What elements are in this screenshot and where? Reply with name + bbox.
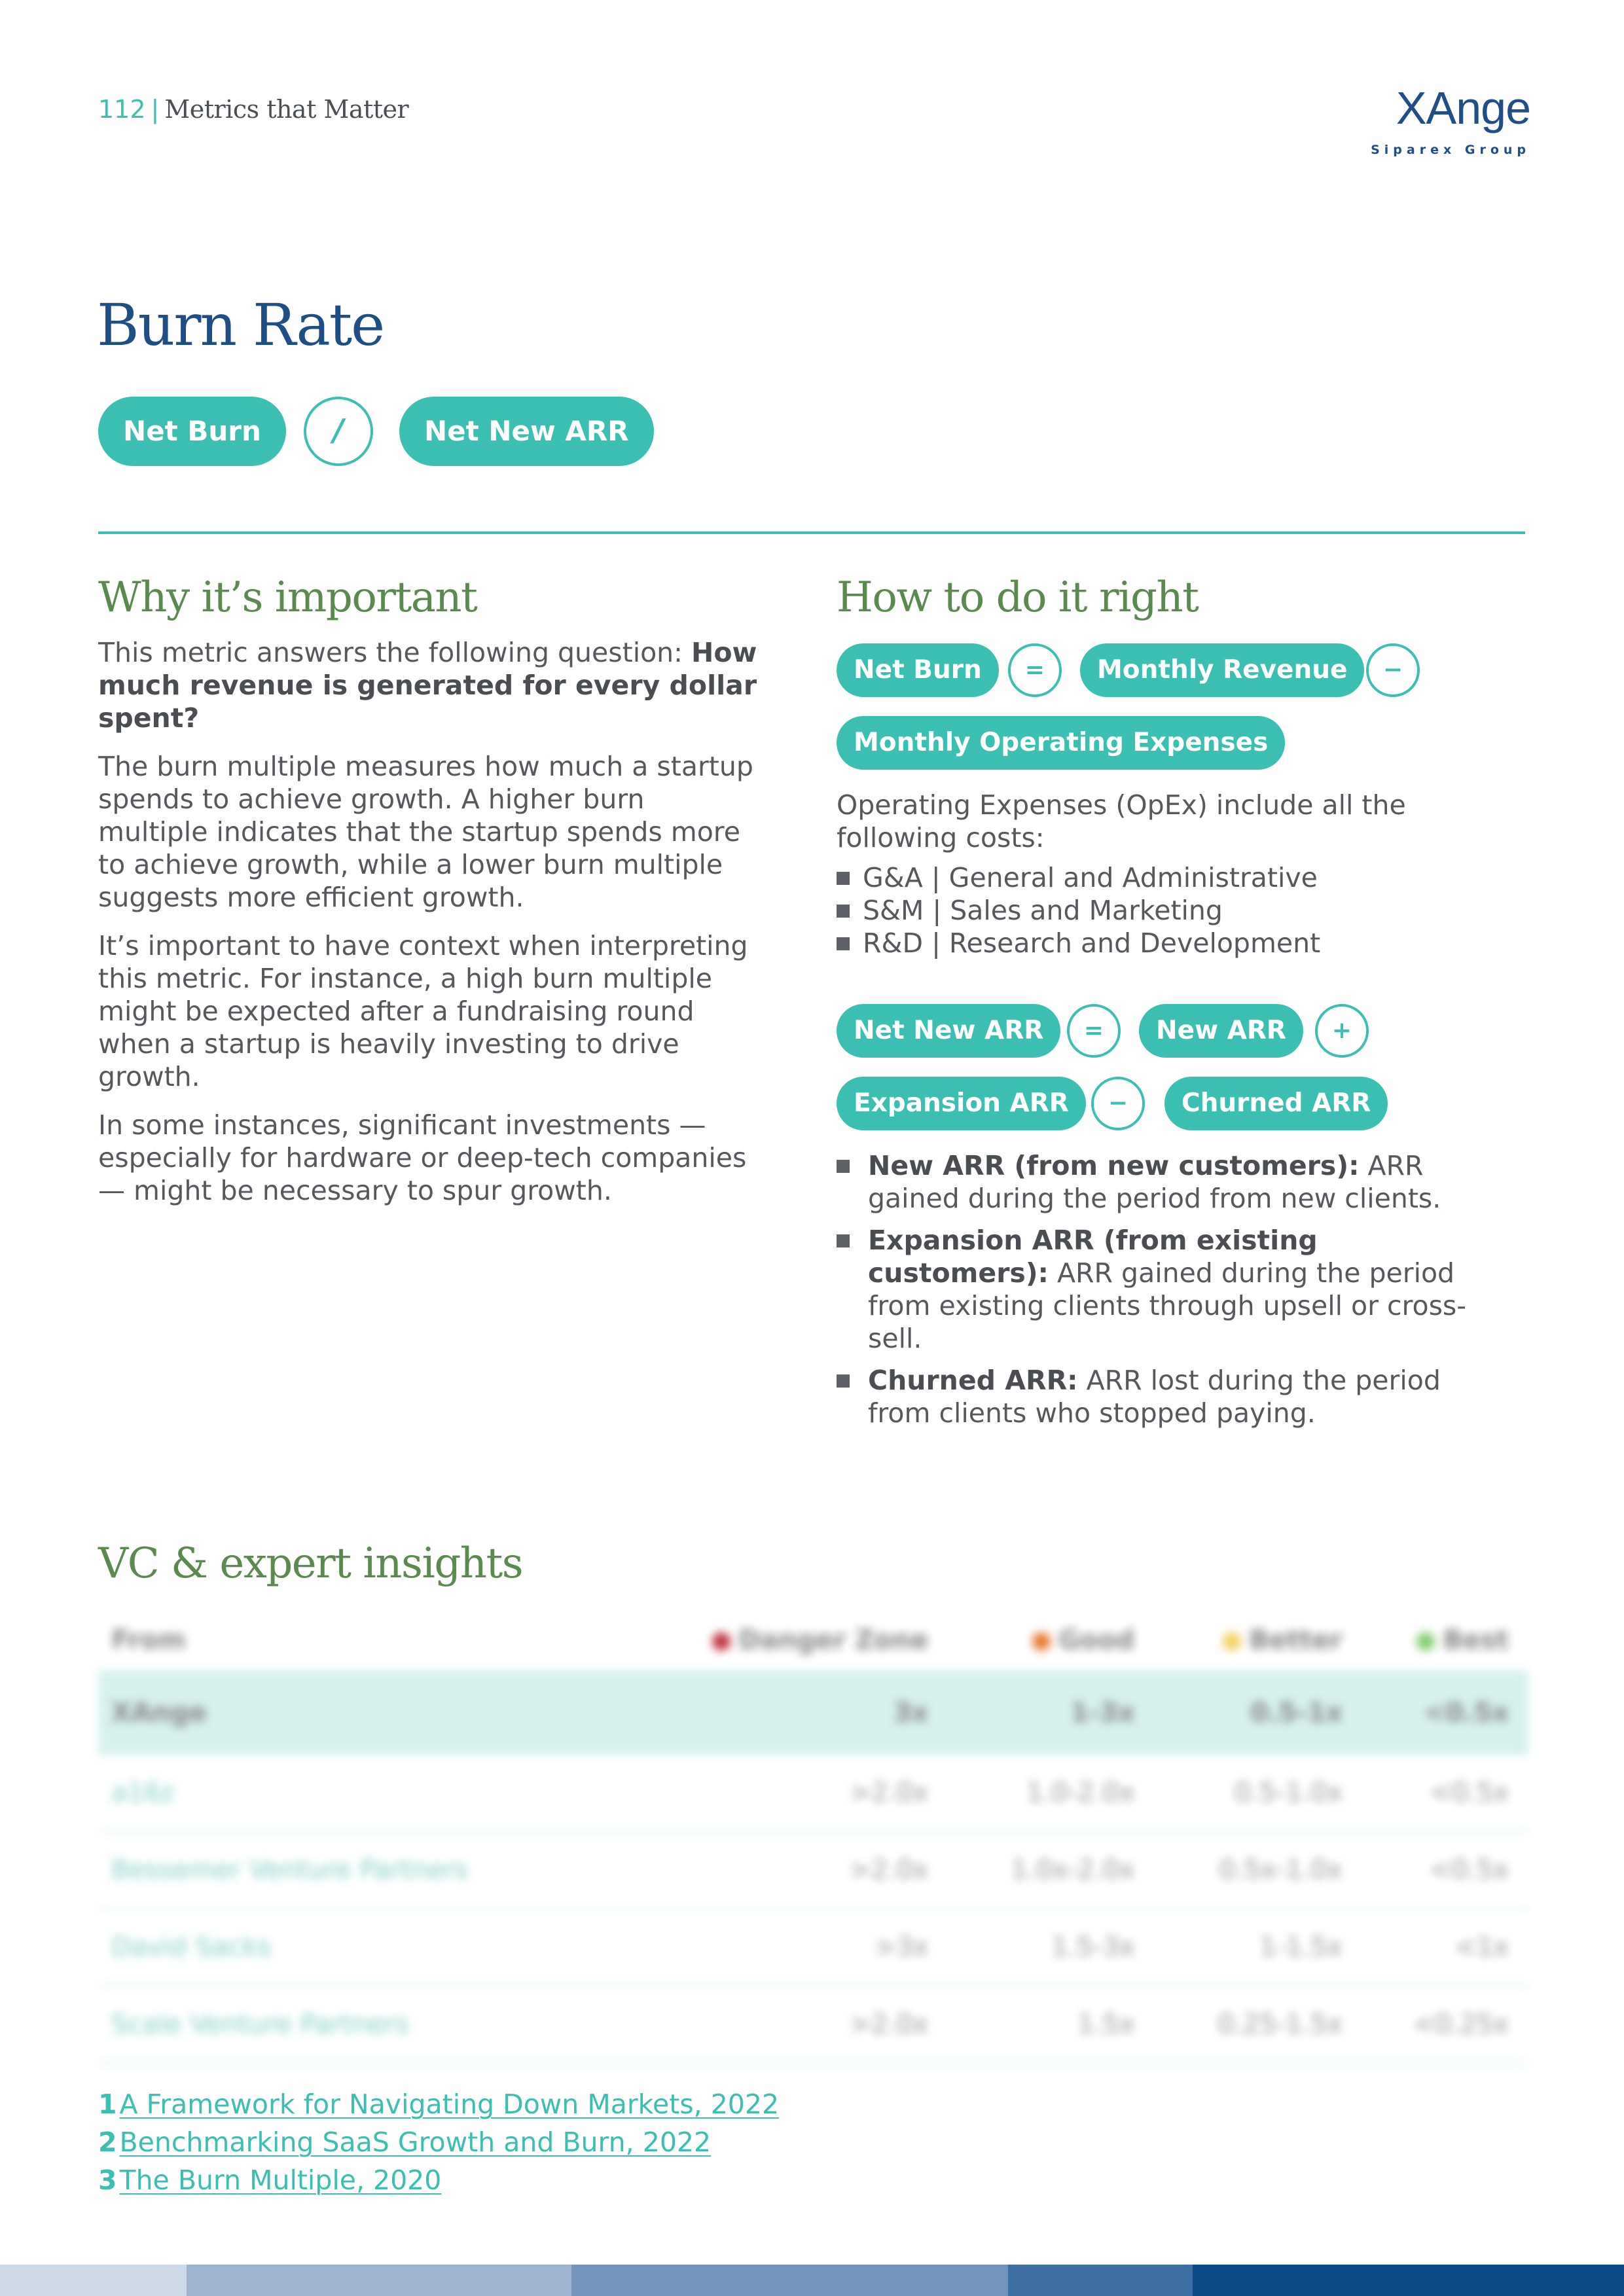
table-row (98, 1986, 1528, 2063)
divide-operator: / (304, 397, 373, 466)
col-label: Better (1249, 1625, 1343, 1655)
monthly-operating-expenses-pill: Monthly Operating Expenses (837, 716, 1285, 770)
why-question: How much revenue is generated for every dollar spent? (98, 637, 757, 734)
equals-operator-2: = (1067, 1004, 1121, 1058)
col-label: Best (1443, 1625, 1509, 1655)
cell-value: <0.25x (1362, 1986, 1528, 2063)
table-row (98, 1755, 1528, 1831)
cell-value: <1x (1362, 1909, 1528, 1986)
footnote-number: 1 (98, 2089, 117, 2120)
new-arr-pill: New ARR (1139, 1004, 1303, 1058)
col-good (948, 1610, 1154, 1670)
insights-heading: VC & expert insights (98, 1539, 523, 1588)
section-divider (98, 531, 1525, 534)
page-number: 112 (98, 95, 146, 124)
page-title: Burn Rate (97, 291, 384, 359)
col-label: Good (1058, 1625, 1135, 1655)
definition-new-arr (837, 1149, 1478, 1215)
table-row (98, 1670, 1528, 1755)
row-firm-link[interactable]: Scale Venture Partners (98, 1986, 609, 2063)
bar-segment (0, 2265, 187, 2296)
cell-value: 1.0x-2.0x (948, 1831, 1154, 1909)
best-dot-icon (1416, 1632, 1435, 1651)
insights-table (98, 1610, 1528, 2064)
cell-value: 0.5-1.0x (1154, 1755, 1362, 1831)
col-better (1154, 1610, 1362, 1670)
cell-value: 1.5-3x (948, 1909, 1154, 1986)
bar-segment (571, 2265, 1008, 2296)
xange-logo (1371, 82, 1530, 157)
arr-definitions (837, 1149, 1478, 1439)
footnote-number: 2 (98, 2126, 117, 2158)
footnote-number: 3 (98, 2164, 117, 2196)
bar-segment (1193, 2265, 1624, 2296)
col-best (1362, 1610, 1528, 1670)
logo-word: XAnge (1396, 82, 1530, 134)
cell-value: <0.5x (1362, 1670, 1528, 1755)
row-firm-link[interactable]: Bessemer Venture Partners (98, 1831, 609, 1909)
row-firm-link[interactable]: David Sacks (98, 1909, 609, 1986)
cell-value: 0.25-1.5x (1154, 1986, 1362, 2063)
cell-value: <0.5x (1362, 1755, 1528, 1831)
why-paragraph-2: The burn multiple measures how much a startup spends to achieve growth. A higher burn multiple indicates that the startup spends more to achieve growth, while a lower burn multiple suggests more efficient growth. (98, 751, 753, 913)
expansion-arr-pill: Expansion ARR (837, 1077, 1086, 1130)
col-from: From (111, 1625, 186, 1655)
definition-desc: ARR gained during the period from new clients. (868, 1150, 1441, 1214)
definition-desc: ARR gained during the period from existing clients through upsell or cross-sell. (868, 1257, 1467, 1354)
cell-value: >2.0x (609, 1831, 948, 1909)
plus-operator: + (1315, 1004, 1369, 1058)
definition-term: Churned ARR: (868, 1365, 1078, 1396)
why-question-intro: This metric answers the following question: (98, 637, 692, 668)
footnote (98, 2085, 779, 2123)
footnote-link[interactable]: A Framework for Navigating Down Markets, 2022 (119, 2089, 780, 2120)
cell-value: <0.5x (1362, 1831, 1528, 1909)
insights-header-row (98, 1610, 1528, 1670)
equals-operator: = (1008, 643, 1062, 697)
cell-value: >3x (609, 1909, 948, 1986)
better-dot-icon (1223, 1632, 1241, 1651)
row-firm: XAnge (98, 1670, 609, 1755)
formula-net-burn-pill: Net Burn (98, 397, 286, 466)
cell-value: 0.5-1x (1154, 1670, 1362, 1755)
bar-segment (1008, 2265, 1193, 2296)
footnote-link[interactable]: Benchmarking SaaS Growth and Burn, 2022 (119, 2126, 712, 2158)
why-important-heading: Why it’s important (98, 573, 477, 622)
footnote (98, 2123, 779, 2161)
churned-arr-pill: Churned ARR (1164, 1077, 1388, 1130)
why-paragraph-4: In some instances, significant investments — especially for hardware or deep-tech companies — might be necessary to spur growth. (98, 1109, 747, 1206)
definition-term: Expansion ARR (from existing customers): (868, 1225, 1318, 1289)
opex-list (837, 861, 1491, 960)
cell-value: 1-3x (948, 1670, 1154, 1755)
opex-item: G&A | General and Administrative (837, 861, 1491, 894)
cell-value: 0.5x-1.0x (1154, 1831, 1362, 1909)
col-danger-zone (609, 1610, 948, 1670)
minus-operator-2: − (1091, 1077, 1145, 1130)
definition-churned-arr (837, 1364, 1478, 1429)
cell-value: 1.5x (948, 1986, 1154, 2063)
footnotes (98, 2085, 779, 2199)
cell-value: 1.0-2.0x (948, 1755, 1154, 1831)
net-burn-pill: Net Burn (837, 643, 999, 697)
table-row (98, 1831, 1528, 1909)
definition-expansion-arr (837, 1224, 1478, 1355)
formula-net-new-arr-pill: Net New ARR (399, 397, 654, 466)
why-important-body (98, 636, 792, 1223)
good-dot-icon (1032, 1632, 1051, 1651)
cell-value: >2.0x (609, 1755, 948, 1831)
why-paragraph-3: It’s important to have context when interpreting this metric. For instance, a high burn multiple might be expected after a fundraising round when a startup is heavily investing to drive growth. (98, 930, 748, 1092)
page-header (98, 95, 408, 124)
footnote (98, 2161, 779, 2199)
header-separator: | (151, 95, 160, 124)
danger-dot-icon (712, 1632, 731, 1651)
cell-value: 3x (609, 1670, 948, 1755)
cell-value: >2.0x (609, 1986, 948, 2063)
opex-item: R&D | Research and Development (837, 927, 1491, 960)
definition-desc: ARR lost during the period from clients who stopped paying. (868, 1365, 1441, 1429)
net-new-arr-pill: Net New ARR (837, 1004, 1060, 1058)
running-title: Metrics that Matter (164, 95, 409, 124)
how-to-heading: How to do it right (837, 573, 1199, 622)
definition-term: New ARR (from new customers): (868, 1150, 1360, 1181)
table-row (98, 1909, 1528, 1986)
col-label: Danger Zone (738, 1625, 929, 1655)
minus-operator: − (1366, 643, 1420, 697)
row-firm-link[interactable]: a16z (98, 1755, 609, 1831)
logo-subtitle: Siparex Group (1371, 143, 1530, 157)
opex-item: S&M | Sales and Marketing (837, 894, 1491, 927)
monthly-revenue-pill: Monthly Revenue (1080, 643, 1364, 697)
opex-intro: Operating Expenses (OpEx) include all the following costs: (837, 789, 1406, 853)
bar-segment (187, 2265, 571, 2296)
cell-value: 1-1.5x (1154, 1909, 1362, 1986)
bottom-color-bar (0, 2265, 1624, 2296)
footnote-link[interactable]: The Burn Multiple, 2020 (119, 2164, 442, 2196)
why-paragraph-1 (98, 636, 792, 734)
